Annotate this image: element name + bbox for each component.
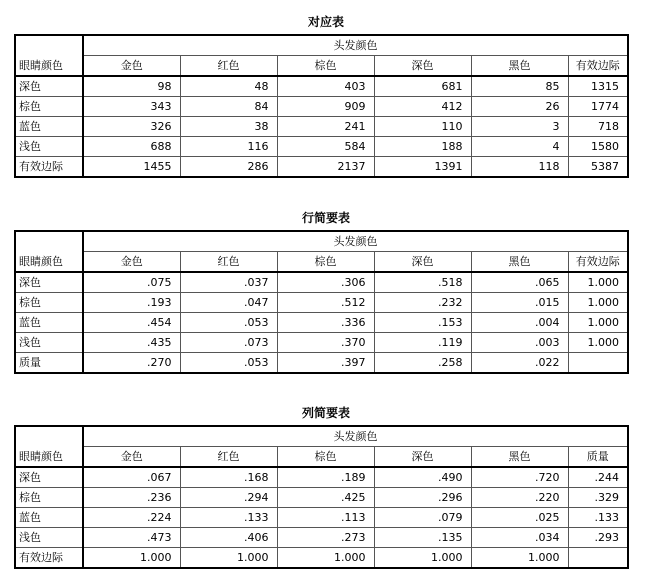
table-cell: 116 (180, 137, 277, 157)
row-label: 蓝色 (15, 117, 83, 137)
table-cell: .244 (568, 467, 628, 488)
table-cell: .435 (83, 333, 180, 353)
table-cell: 110 (374, 117, 471, 137)
table-cell: .370 (277, 333, 374, 353)
table-cell: .720 (471, 467, 568, 488)
table-cell: .454 (83, 313, 180, 333)
table-cell: .518 (374, 272, 471, 293)
table-cell: .473 (83, 528, 180, 548)
table-cell: 1580 (568, 137, 628, 157)
row-label: 浅色 (15, 528, 83, 548)
table-cell: .119 (374, 333, 471, 353)
row-label: 棕色 (15, 488, 83, 508)
column-header: 质量 (568, 447, 628, 468)
table-row (15, 333, 628, 353)
table-row (15, 76, 628, 97)
row-header-label: 眼睛颜色 (15, 426, 83, 467)
table-cell: 1.000 (277, 548, 374, 569)
table-cell: .224 (83, 508, 180, 528)
row-label: 有效边际 (15, 157, 83, 178)
table-cell: 84 (180, 97, 277, 117)
table-cell: 26 (471, 97, 568, 117)
table-cell: .015 (471, 293, 568, 313)
table-cell (568, 353, 628, 374)
table-cell: .294 (180, 488, 277, 508)
table-row (15, 117, 628, 137)
table-cell: 98 (83, 76, 180, 97)
table-cell: 584 (277, 137, 374, 157)
column-header: 棕色 (277, 56, 374, 77)
row-label: 棕色 (15, 97, 83, 117)
column-profiles-table (14, 425, 629, 569)
column-header: 金色 (83, 447, 180, 468)
table-cell: 1.000 (374, 548, 471, 569)
table-cell: .053 (180, 313, 277, 333)
row-label: 棕色 (15, 293, 83, 313)
table-cell: .135 (374, 528, 471, 548)
table-cell: .133 (568, 508, 628, 528)
table-cell: 1391 (374, 157, 471, 178)
column-header: 有效边际 (568, 252, 628, 273)
table-cell: 1774 (568, 97, 628, 117)
table-cell: 241 (277, 117, 374, 137)
table-cell: .193 (83, 293, 180, 313)
table-cell: .034 (471, 528, 568, 548)
table-cell: .258 (374, 353, 471, 374)
table-cell: .168 (180, 467, 277, 488)
table-cell: 3 (471, 117, 568, 137)
table-cell: 48 (180, 76, 277, 97)
table-cell: .079 (374, 508, 471, 528)
table-row (15, 467, 628, 488)
table-cell: .397 (277, 353, 374, 374)
table-title: 对应表 (307, 15, 344, 29)
table-row (15, 137, 628, 157)
row-header-label: 眼睛颜色 (15, 231, 83, 272)
table-cell: .406 (180, 528, 277, 548)
table-cell: 718 (568, 117, 628, 137)
table-cell: 1.000 (568, 293, 628, 313)
table-row (15, 313, 628, 333)
row-label: 浅色 (15, 333, 83, 353)
correspondence-table (14, 34, 629, 178)
table-row (15, 528, 628, 548)
table-cell: 688 (83, 137, 180, 157)
table-cell: 909 (277, 97, 374, 117)
table-cell: .273 (277, 528, 374, 548)
column-header: 红色 (180, 56, 277, 77)
table-cell: 118 (471, 157, 568, 178)
table-cell: .025 (471, 508, 568, 528)
table-cell: .336 (277, 313, 374, 333)
table-row (15, 272, 628, 293)
table-cell: 1455 (83, 157, 180, 178)
column-header: 深色 (374, 447, 471, 468)
table-cell: .293 (568, 528, 628, 548)
table-cell: 412 (374, 97, 471, 117)
table-cell: .189 (277, 467, 374, 488)
table-cell: 188 (374, 137, 471, 157)
table-cell: .232 (374, 293, 471, 313)
table-cell: .075 (83, 272, 180, 293)
table-cell: 38 (180, 117, 277, 137)
table-cell: .073 (180, 333, 277, 353)
column-header: 黑色 (471, 252, 568, 273)
row-label: 浅色 (15, 137, 83, 157)
table-cell: 286 (180, 157, 277, 178)
table-cell: 5387 (568, 157, 628, 178)
table-cell: .236 (83, 488, 180, 508)
table-cell: 1315 (568, 76, 628, 97)
table-row (15, 157, 628, 178)
table-cell: 2137 (277, 157, 374, 178)
column-header: 有效边际 (568, 56, 628, 77)
table-row (15, 353, 628, 374)
column-header: 深色 (374, 252, 471, 273)
column-header: 棕色 (277, 447, 374, 468)
column-header: 红色 (180, 252, 277, 273)
column-header: 棕色 (277, 252, 374, 273)
row-label: 有效边际 (15, 548, 83, 569)
table-cell: 1.000 (568, 313, 628, 333)
column-header: 金色 (83, 252, 180, 273)
table-cell: .220 (471, 488, 568, 508)
column-header: 深色 (374, 56, 471, 77)
column-header: 黑色 (471, 447, 568, 468)
table-cell: .113 (277, 508, 374, 528)
table-row (15, 97, 628, 117)
table-cell: .047 (180, 293, 277, 313)
table-cell: 326 (83, 117, 180, 137)
table-cell: .270 (83, 353, 180, 374)
table-cell: .022 (471, 353, 568, 374)
table-cell: .329 (568, 488, 628, 508)
row-label: 蓝色 (15, 508, 83, 528)
table-row (15, 508, 628, 528)
table-cell: 1.000 (568, 272, 628, 293)
table-cell: .490 (374, 467, 471, 488)
table-cell: .425 (277, 488, 374, 508)
table-row (15, 548, 628, 569)
table-cell: .133 (180, 508, 277, 528)
table-cell: 1.000 (180, 548, 277, 569)
row-label: 蓝色 (15, 313, 83, 333)
row-label: 深色 (15, 76, 83, 97)
table-cell: .512 (277, 293, 374, 313)
table-cell: .037 (180, 272, 277, 293)
table-cell: .153 (374, 313, 471, 333)
table-cell: 1.000 (83, 548, 180, 569)
row-header-label: 眼睛颜色 (15, 35, 83, 76)
table-cell: .296 (374, 488, 471, 508)
table-title: 行简要表 (301, 211, 350, 225)
column-header: 金色 (83, 56, 180, 77)
column-group-header: 头发颜色 (83, 426, 628, 447)
table-row (15, 488, 628, 508)
row-label: 质量 (15, 353, 83, 374)
table-cell: .004 (471, 313, 568, 333)
table-cell: 403 (277, 76, 374, 97)
table-cell: 1.000 (471, 548, 568, 569)
table-cell: .306 (277, 272, 374, 293)
row-label: 深色 (15, 467, 83, 488)
row-label: 深色 (15, 272, 83, 293)
column-header: 黑色 (471, 56, 568, 77)
table-cell: 4 (471, 137, 568, 157)
table-cell: .067 (83, 467, 180, 488)
table-cell: .053 (180, 353, 277, 374)
table-cell: 343 (83, 97, 180, 117)
table-cell: .003 (471, 333, 568, 353)
table-cell: 1.000 (568, 333, 628, 353)
table-cell: 681 (374, 76, 471, 97)
table-cell: .065 (471, 272, 568, 293)
table-cell (568, 548, 628, 569)
column-header: 红色 (180, 447, 277, 468)
table-title: 列简要表 (301, 406, 350, 420)
table-row (15, 293, 628, 313)
row-profiles-table (14, 230, 629, 374)
column-group-header: 头发颜色 (83, 231, 628, 252)
table-cell: 85 (471, 76, 568, 97)
column-group-header: 头发颜色 (83, 35, 628, 56)
